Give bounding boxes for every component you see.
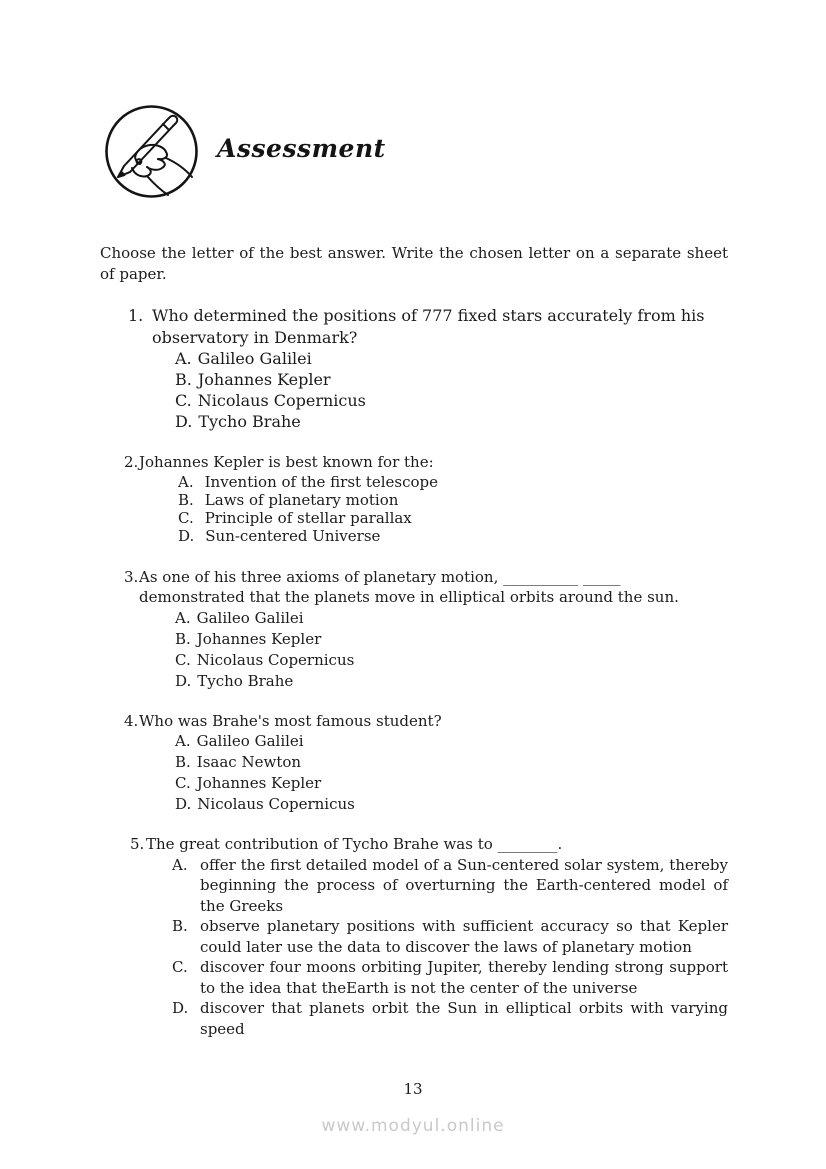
- question-number: 4.: [124, 711, 139, 730]
- option-letter: D.: [178, 526, 195, 545]
- option-text: Sun-centered Universe: [205, 526, 381, 545]
- question-text: The great contribution of Tycho Brahe was to ________.: [146, 835, 563, 853]
- option-letter: A.: [175, 349, 192, 368]
- question-number: 3.: [124, 567, 139, 586]
- answer-option-c: [175, 773, 728, 794]
- answer-option-a: [175, 348, 728, 369]
- watermark-text: www.modyul.online: [321, 1116, 505, 1136]
- option-text: observe planetary positions with sufficient accuracy so that Kepler could later use the data to discover the laws of planetary motion: [200, 917, 728, 956]
- answer-option-d: [175, 671, 728, 692]
- option-text: Isaac Newton: [196, 753, 302, 771]
- question-text: As one of his three axioms of planetary motion, __________ _____ demonstrated that the planets move in elliptical orbits around the sun.: [139, 567, 679, 606]
- answer-option-c: [172, 957, 728, 998]
- answer-option-d: [175, 794, 728, 815]
- option-text: Johannes Kepler: [196, 774, 322, 792]
- answer-options: [100, 348, 728, 432]
- option-letter: B.: [175, 753, 191, 771]
- option-letter: D.: [172, 999, 189, 1017]
- option-text: Galileo Galilei: [196, 732, 304, 750]
- answer-option-b: [172, 916, 728, 957]
- assessment-content: [100, 243, 728, 1039]
- option-letter: A.: [178, 472, 194, 491]
- answer-options: [172, 855, 728, 1040]
- option-letter: B.: [175, 370, 192, 389]
- question-5: [100, 834, 728, 1039]
- option-letter: B.: [172, 917, 188, 935]
- option-letter: A.: [175, 732, 191, 750]
- answer-option-a: [178, 473, 728, 491]
- option-letter: A.: [172, 855, 188, 874]
- option-letter: A.: [175, 608, 191, 627]
- option-text: Galileo Galilei: [196, 608, 304, 627]
- option-letter: C.: [172, 958, 188, 976]
- option-letter: D.: [175, 412, 193, 431]
- question-3: [100, 567, 728, 692]
- option-text: Invention of the first telescope: [204, 472, 439, 491]
- writing-hand-icon: [103, 103, 200, 200]
- page-title: Assessment: [217, 134, 386, 163]
- answer-option-a: [175, 731, 728, 752]
- option-letter: B.: [178, 490, 194, 509]
- answer-option-b: [175, 369, 728, 390]
- option-letter: D.: [175, 795, 192, 813]
- answer-option-a: [172, 855, 728, 917]
- answer-option-d: [175, 411, 728, 432]
- option-letter: C.: [175, 774, 191, 792]
- option-letter: B.: [175, 629, 191, 648]
- question-number: 5.: [130, 835, 145, 853]
- answer-option-b: [175, 629, 728, 650]
- answer-option-c: [178, 509, 728, 527]
- option-letter: D.: [175, 671, 192, 690]
- answer-option-c: [175, 390, 728, 411]
- answer-option-b: [178, 491, 728, 509]
- option-text: Nicolaus Copernicus: [196, 650, 355, 669]
- answer-option-d: [178, 527, 728, 545]
- question-text: Johannes Kepler is best known for the:: [139, 453, 434, 471]
- question-2: [100, 452, 728, 545]
- option-letter: C.: [178, 508, 194, 527]
- option-text: Tycho Brahe: [197, 671, 294, 690]
- instructions-text: Choose the letter of the best answer. Write the chosen letter on a separate sheet of paper.: [100, 244, 728, 283]
- answer-options: [100, 731, 728, 815]
- question-text: Who determined the positions of 777 fixed stars accurately from his observatory in Denmark?: [152, 306, 705, 347]
- answer-option-a: [175, 608, 728, 629]
- option-text: Tycho Brahe: [198, 412, 301, 431]
- question-1: [100, 305, 728, 432]
- option-text: Johannes Kepler: [197, 370, 331, 389]
- option-text: discover that planets orbit the Sun in elliptical orbits with varying speed: [200, 999, 728, 1038]
- question-text: Who was Brahe's most famous student?: [139, 711, 442, 730]
- answer-option-d: [172, 998, 728, 1039]
- option-text: Johannes Kepler: [196, 629, 322, 648]
- option-text: Laws of planetary motion: [204, 490, 399, 509]
- answer-options: [100, 608, 728, 692]
- answer-option-b: [175, 752, 728, 773]
- option-text: Nicolaus Copernicus: [197, 391, 366, 410]
- option-text: discover four moons orbiting Jupiter, thereby lending strong support to the idea that theEarth is not the center of the universe: [200, 958, 728, 997]
- option-text: Nicolaus Copernicus: [197, 795, 355, 813]
- answer-option-c: [175, 650, 728, 671]
- option-text: offer the first detailed model of a Sun-centered solar system, thereby beginning the process of overturning the Earth-centered model of the Greeks: [200, 855, 728, 915]
- option-letter: C.: [175, 650, 191, 669]
- answer-options: [100, 473, 728, 545]
- option-text: Principle of stellar parallax: [204, 508, 412, 527]
- option-letter: C.: [175, 391, 192, 410]
- question-number: 2.: [124, 453, 139, 471]
- question-4: [100, 711, 728, 816]
- question-number: 1.: [128, 306, 144, 325]
- option-text: Galileo Galilei: [197, 349, 312, 368]
- page-number: 13: [403, 1080, 423, 1098]
